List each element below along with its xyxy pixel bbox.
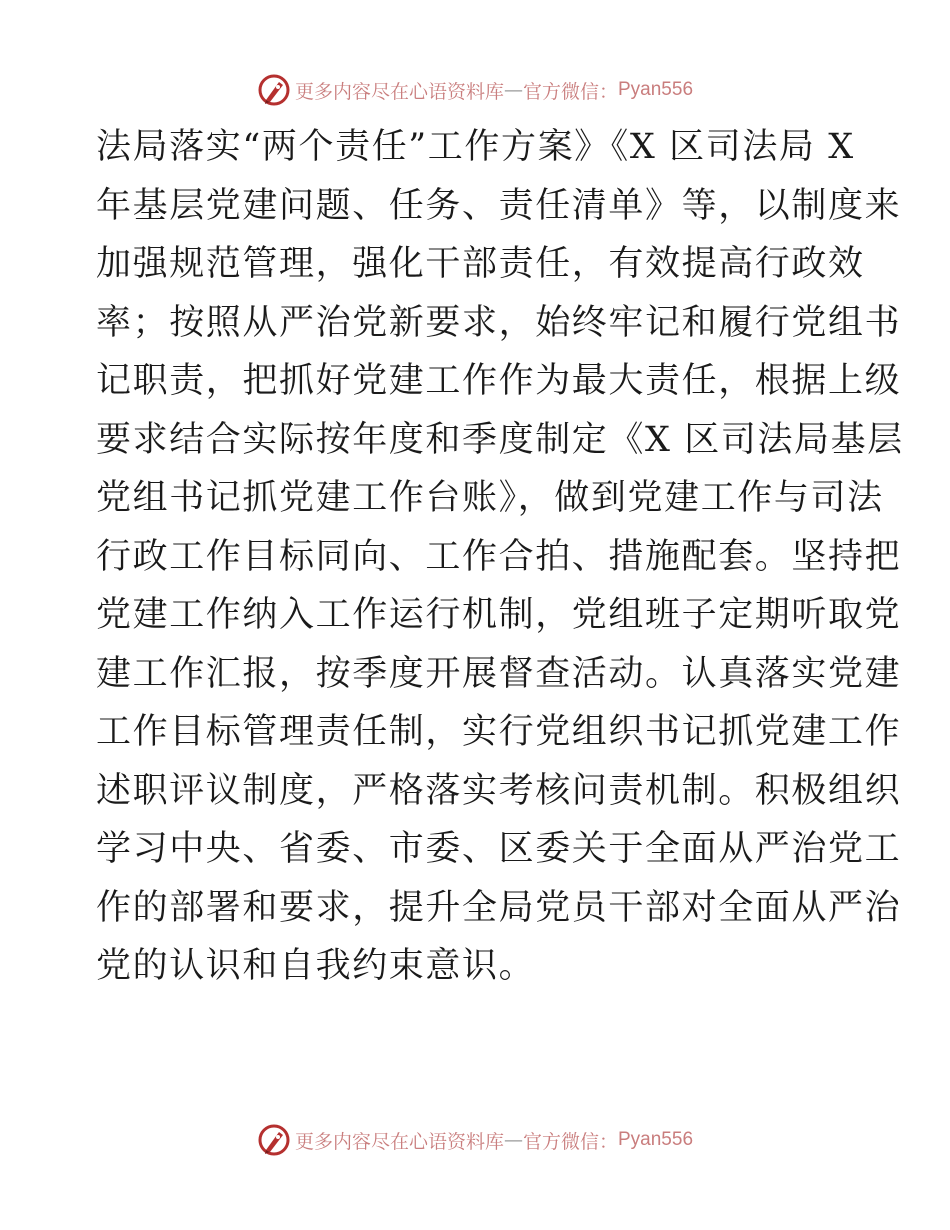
body-line: 作的部署和要求，提升全局党员干部对全面从严治 [96, 887, 902, 928]
body-line: 加强规范管理，强化干部责任，有效提高行政效 [96, 244, 865, 284]
banner-wechat-label: 官方微信： [522, 1130, 618, 1153]
pen-logo-icon [257, 73, 291, 107]
banner-wechat-label: 官方微信： [522, 80, 618, 103]
pen-logo-icon [257, 1123, 291, 1157]
body-line: 年基层党建问题、任务、责任清单》等，以制度来 [96, 185, 902, 226]
banner-separator: — [503, 79, 523, 101]
body-line: 建工作汇报，按季度开展督查活动。认真落实党建 [96, 653, 902, 694]
banner-separator: — [503, 1129, 523, 1151]
banner-brand-text: 更多内容尽在心语资料库 [294, 1130, 504, 1153]
body-line: 述职评议制度，严格落实考核问责机制。积极组织 [96, 770, 902, 811]
header-banner [0, 70, 950, 110]
body-line: 行政工作目标同向、工作合拍、措施配套。坚持把 [96, 536, 902, 577]
body-line: 要求结合实际按年度和季度制定《X 区司法局基层 [96, 419, 904, 460]
banner-wechat-id: Pyan556 [618, 79, 694, 100]
document-body [96, 118, 904, 996]
body-line: 党建工作纳入工作运行机制，党组班子定期听取党 [96, 595, 902, 635]
banner-wechat-id: Pyan556 [618, 1129, 694, 1150]
body-line: 工作目标管理责任制，实行党组织书记抓党建工作 [96, 712, 902, 752]
body-line: 党的认识和自我约束意识。 [96, 946, 536, 986]
footer-banner [0, 1120, 950, 1160]
body-line: 率；按照从严治党新要求，始终牢记和履行党组书 [96, 302, 902, 343]
body-line: 记职责，把抓好党建工作作为最大责任，根据上级 [96, 361, 902, 401]
body-line: 党组书记抓党建工作台账》，做到党建工作与司法 [96, 478, 884, 518]
body-line: 学习中央、省委、市委、区委关于全面从严治党工 [96, 829, 902, 869]
banner-brand-text: 更多内容尽在心语资料库 [294, 80, 504, 103]
body-line: 法局落实“两个责任”工作方案》《X 区司法局 X [96, 127, 855, 167]
